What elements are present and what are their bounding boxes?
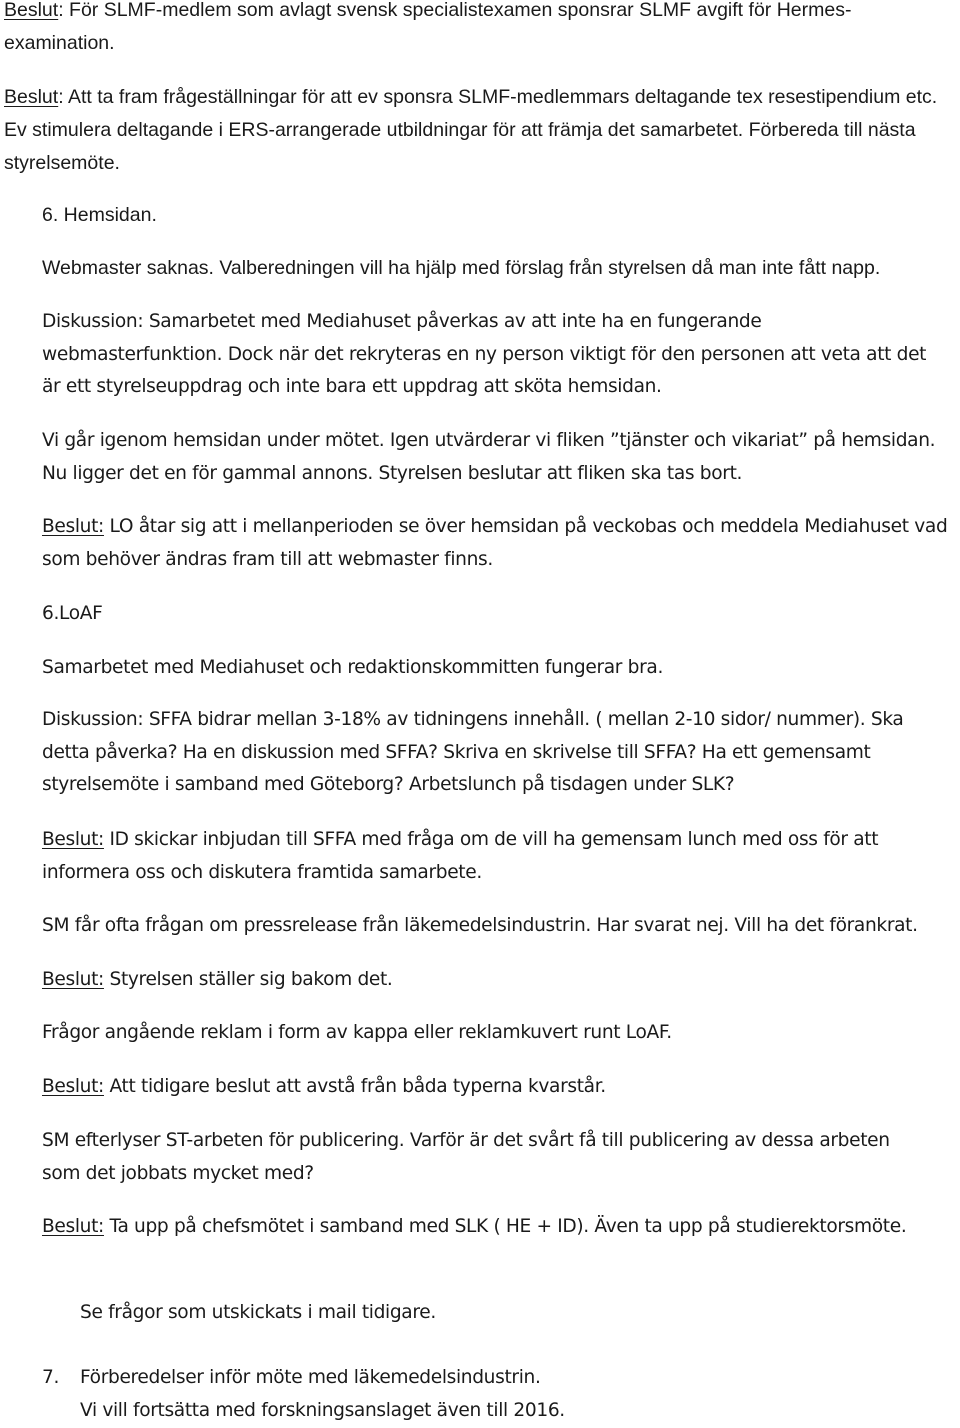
beslut-text: Styrelsen ställer sig bakom det. [103, 969, 393, 990]
beslut-chefsmotet [42, 1211, 957, 1244]
samarbetet-paragraph: Samarbetet med Mediahuset och redaktionskommitten fungerar bra. [42, 657, 664, 678]
se-fragor-paragraph: Se frågor som utskickats i mail tidigare. [80, 1302, 436, 1323]
beslut-styrelsen [42, 964, 392, 997]
beslut-lo-hemsidan [42, 511, 952, 576]
beslut-fragestallningar [4, 81, 949, 180]
pressrelease-paragraph: SM får ofta frågan om pressrelease från läkemedelsindustrin. Har svarat nej. Vill ha det förankrat. [42, 915, 918, 936]
st-arbeten-paragraph: SM efterlyser ST-arbeten för publicering. Varför är det svårt få till publicering av dessa arbeten som det jobbats mycket med? [42, 1130, 890, 1184]
beslut-label: Beslut: [42, 516, 104, 537]
beslut-reklam [42, 1071, 606, 1104]
beslut-text: Ta upp på chefsmötet i samband med SLK ( HE + ID). Även ta upp på studierektorsmöte. [103, 1216, 907, 1237]
diskussion-mediahuset: Diskussion: Samarbetet med Mediahuset påverkas av att inte ha en fungerande webmasterfunktion. Dock när det rekryteras en ny person viktigt för den personen att veta att det är ett styrelseuppdrag och inte bara ett uppdrag att sköta hemsidan. [42, 311, 927, 397]
paragraph-text: Webmaster saknas. Valberedningen vill ha hjälp med förslag från styrelsen då man inte fått napp. [42, 257, 881, 279]
beslut-label: Beslut: [42, 829, 104, 850]
reklam-paragraph: Frågor angående reklam i form av kappa eller reklamkuvert runt LoAF. [42, 1022, 672, 1043]
section-heading-forberedelser: Förberedelser inför möte med läkemedelsindustrin. [80, 1367, 541, 1388]
section-heading-hemsidan: 6. Hemsidan. [42, 204, 157, 226]
hemsidan-genomgang: Vi går igenom hemsidan under mötet. Igen utvärderar vi fliken ”tjänster och vikariat” på hemsidan. Nu ligger det en för gammal annons. Styrelsen beslutar att fliken ska tas bort. [42, 430, 936, 484]
section-number-7: 7. [42, 1367, 60, 1388]
beslut-text: ID skickar inbjudan till SFFA med fråga om de vill ha gemensam lunch med oss för att informera oss och diskutera framtida samarbete. [42, 829, 879, 883]
beslut-text: : Att ta fram frågeställningar för att ev sponsra SLMF-medlemmars deltagande tex resestipendium etc. Ev stimulera deltagande i ERS-arrangerade utbildningar för att främja det samarbetet. Förbereda till nästa styrelsemöte. [4, 86, 938, 174]
beslut-hermes [4, 0, 954, 60]
beslut-label: Beslut: [42, 1216, 104, 1237]
section-heading-loaf: 6.LoAF [42, 603, 103, 624]
beslut-text: Att tidigare beslut att avstå från båda typerna kvarstår. [103, 1076, 606, 1097]
beslut-text: LO åtar sig att i mellanperioden se över hemsidan på veckobas och meddela Mediahuset vad som behöver ändras fram till att webmaster finns. [42, 516, 948, 570]
beslut-label: Beslut [4, 0, 59, 21]
beslut-label: Beslut [4, 86, 59, 108]
diskussion-sffa: Diskussion: SFFA bidrar mellan 3-18% av tidningens innehåll. ( mellan 2-10 sidor/ nummer). Ska detta påverka? Ha en diskussion med SFFA? Skriva en skrivelse till SFFA? Ha ett gemensamt styrelsemöte i samband med Göteborg? Arbetslunch på tisdagen under SLK? [42, 709, 904, 795]
forskningsanslaget-line: Vi vill fortsätta med forskningsanslaget även till 2016. [80, 1400, 565, 1421]
beslut-label: Beslut: [42, 1076, 104, 1097]
webmaster-paragraph [42, 252, 957, 285]
beslut-text: : För SLMF-medlem som avlagt svensk specialistexamen sponsrar SLMF avgift för Hermes-examination. [4, 0, 852, 54]
beslut-id-sffa [42, 824, 922, 889]
beslut-label: Beslut: [42, 969, 104, 990]
